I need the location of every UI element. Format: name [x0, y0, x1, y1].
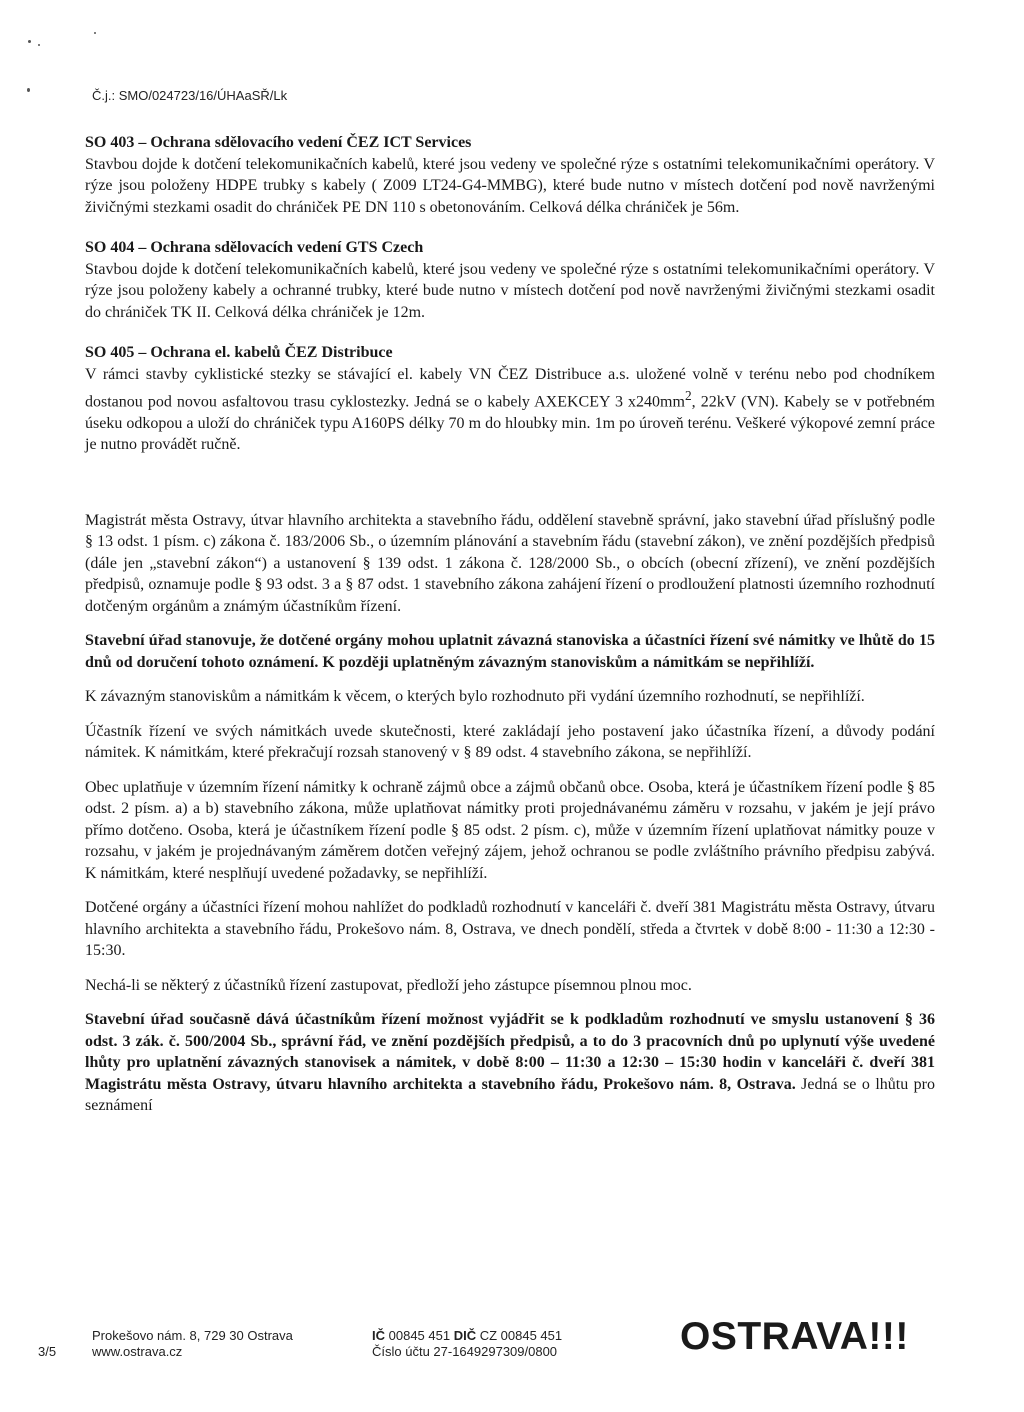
footer-ids — [372, 1328, 562, 1360]
paragraph-representation: Nechá-li se některý z účastníků řízení zastupovat, předloží jeho zástupce písemnou plnou moc. — [85, 976, 692, 994]
paragraph-municipality: Obec uplatňuje v územním řízení námitky k ochraně zájmů obce a zájmů občanů obce. Osoba, která je účastníkem řízení podle § 85 odst. 2 písm. a) a b) stavebního zákona, může uplatňovat námitky proti projednávanému záměru v rozsahu, v jakém je její právo přímo dotčeno. Osoba, která je účastníkem řízení podle § 85 odst. 2 písm. c), může v územním řízení uplatňovat námitky pouze v rozsahu, v jakém je projednávaným záměrem dotčen veřejný zájem, jehož ochranou se podle zvláštního právního předpisu zabývá. K námitkám, které nesplňují uvedené požadavky, se nepřihlíží. — [85, 778, 935, 882]
footer-account: Číslo účtu 27-1649297309/0800 — [372, 1344, 558, 1359]
paragraph-announcement: Magistrát města Ostravy, útvar hlavního architekta a stavebního řádu, oddělení stavebně správní, jako stavební úřad příslušný podle § 13 odst. 1 písm. c) zákona č. 183/2006 Sb., o územním plánování a stavebním řádu (stavební zákon), ve znění pozdějších předpisů (dále jen „stavební zákon“) a ustanovení § 139 odst. 1 zákona č. 128/2000 Sb., o obcích (obecní zřízení), ve znění pozdějších předpisů, oznamuje podle § 93 odst. 3 a § 87 odst. 1 stavebního zákona zahájení řízení o prodloužení platnosti územního rozhodnutí dotčeným orgánům a známým účastníkům řízení. — [85, 511, 935, 615]
section-heading: SO 404 – Ochrana sdělovacích vedení GTS Czech — [85, 239, 424, 256]
footer-website: www.ostrava.cz — [92, 1344, 183, 1359]
paragraph-statement-opportunity — [85, 1009, 935, 1117]
footer-address — [92, 1328, 293, 1360]
section-heading: SO 405 – Ochrana el. kabelů ČEZ Distribuce — [85, 344, 393, 361]
footer-tax-ids — [372, 1328, 562, 1344]
page-number: 3/5 — [38, 1344, 57, 1359]
document-body — [85, 132, 935, 1130]
section-so-403 — [85, 132, 935, 218]
statement-normal: Jedná se o lhůtu pro seznámení — [85, 1075, 935, 1115]
section-body-part1: V rámci stavby cyklistické stezky se stávající el. kabely VN ČEZ Distribuce a.s. uložené volně v terénu nebo pod chodníkem dostanou pod novou asfaltovou trasu cyklostezky. Jedná se o kabely AXEKCEY 3 x240mm — [85, 365, 935, 411]
scan-speck — [28, 40, 31, 43]
paragraph-decided-matters: K závazným stanoviskům a námitkám k věcem, o kterých bylo rozhodnuto při vydání územního rozhodnutí, se nepřihlíží. — [85, 688, 865, 706]
footer-address-line: Prokešovo nám. 8, 729 30 Ostrava — [92, 1328, 293, 1343]
section-so-404 — [85, 237, 935, 323]
section-heading: SO 403 – Ochrana sdělovacího vedení ČEZ ICT Services — [85, 134, 472, 151]
statement-bold: Stavební úřad současně dává účastníkům řízení možnost vyjádřit se k podkladům rozhodnutí ve smyslu ustanovení § 36 odst. 3 zák. č. 500/2004 Sb., správní řád, ve znění pozdějších předpisů, a to do 3 pracovních dnů po uplynutí výše uvedené lhůty pro uplatnění závazných stanovisek a námitek, v době 8:00 – 11:30 a 12:30 – 15:30 hodin v kanceláři č. dveří 381 Magistrátu města Ostravy, útvaru hlavního architekta a stavebního řádu, Prokešovo nám. 8, Ostrava. — [85, 1011, 935, 1093]
scan-speck — [27, 88, 30, 92]
superscript: 2 — [684, 388, 692, 403]
paragraph-objections: Účastník řízení ve svých námitkách uvede skutečnosti, které zakládají jeho postavení jako účastníka řízení, a důvody podání námitek. K námitkám, které překračují rozsah stanovený v § 89 odst. 4 stavebního zákona, se nepřihlíží. — [85, 722, 935, 762]
paragraph-deadline: Stavební úřad stanovuje, že dotčené orgány mohou uplatnit závazná stanoviska a účastníci řízení své námitky ve lhůtě do 15 dnů od doručení tohoto oznámení. K později uplatněným závazným stanoviskům a námitkám se nepřihlíží. — [85, 632, 935, 671]
ostrava-logo: OSTRAVA!!! — [680, 1315, 909, 1358]
reference-number: Č.j.: SMO/024723/16/ÚHAaSŘ/Lk — [92, 88, 288, 103]
dic-label: DIČ — [453, 1328, 477, 1343]
section-body: Stavbou dojde k dotčení telekomunikačních kabelů, které jsou vedeny ve společné rýze s ostatními telekomunikačními operátory. V rýze jsou položeny kabely a ochranné trubky, které bude nutno v místech dotčení pod nově navrženými živičnými stezkami osadit do chrániček TK II. Celková délka chrániček je 12m. — [85, 260, 935, 321]
section-so-405 — [85, 342, 935, 456]
ic-value: 00845 451 — [388, 1328, 451, 1343]
scan-speck — [94, 32, 96, 34]
scan-speck — [38, 44, 40, 46]
ic-label: IČ — [372, 1328, 385, 1343]
section-body: Stavbou dojde k dotčení telekomunikačních kabelů, které jsou vedeny ve společné rýze s ostatními telekomunikačními operátory. V rýze jsou položeny HDPE trubky s kabely ( Z009 LT24-G4-MMBG), které bude nutno v místech dotčení pod nově navrženými živičnými stezkami osadit do chrániček PE DN 110 s obetonováním. Celková délka chrániček je 56m. — [85, 155, 935, 216]
section-body — [85, 364, 935, 456]
paragraph-inspection: Dotčené orgány a účastníci řízení mohou nahlížet do podkladů rozhodnutí v kanceláři č. dveří 381 Magistrátu města Ostravy, útvaru hlavního architekta a stavebního řádu, Prokešovo nám. 8, Ostrava, ve dnech pondělí, středa a čtvrtek v době 8:00 - 11:30 a 12:30 - 15:30. — [85, 899, 935, 960]
section-body-part2: , 22kV (VN). Kabely se v potřebném úseku odkopou a uloží do chrániček typu A160PS délky 70 m do hloubky min. 1m po úroveň terénu. Veškeré výkopové zemní práce je nutno provádět ručně. — [85, 393, 936, 454]
dic-value: CZ 00845 451 — [479, 1328, 563, 1343]
